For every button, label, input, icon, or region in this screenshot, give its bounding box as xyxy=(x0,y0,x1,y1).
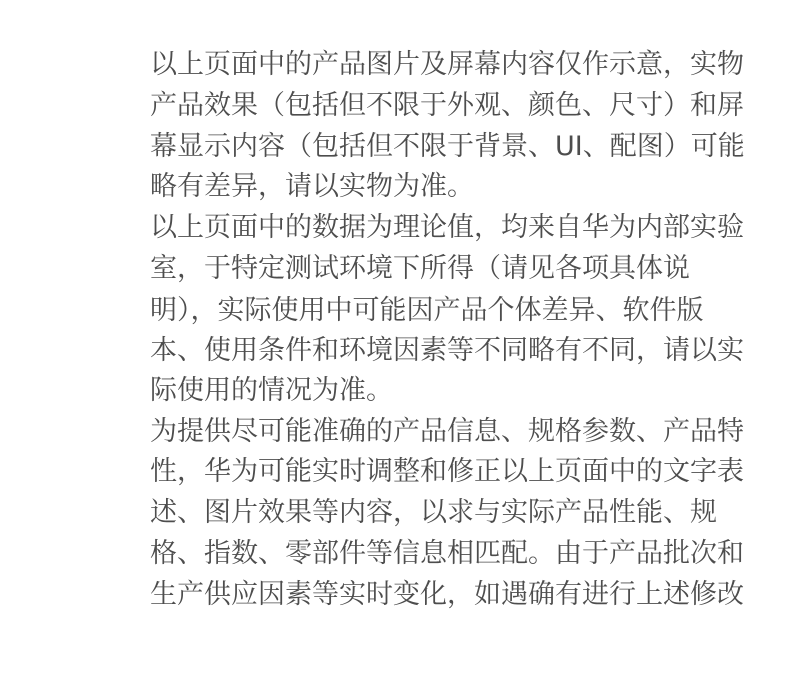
disclaimer-line: 本、使用条件和环境因素等不同略有不同，请以实 xyxy=(150,335,744,366)
disclaimer-line: 性，华为可能实时调整和修正以上页面中的文字表 xyxy=(150,456,744,487)
disclaimer-line: 格、指数、零部件等信息相匹配。由于产品批次和 xyxy=(150,538,744,569)
disclaimer-line: 生产供应因素等实时变化，如遇确有进行上述修改 xyxy=(150,579,744,610)
disclaimer-line: 产品效果（包括但不限于外观、颜色、尺寸）和屏 xyxy=(150,90,744,121)
disclaimer-line: 幕显示内容（包括但不限于背景、UI、配图）可能 xyxy=(150,131,745,162)
disclaimer-line: 以上页面中的数据为理论值，均来自华为内部实验 xyxy=(150,212,744,243)
disclaimer-line: 际使用的情况为准。 xyxy=(150,375,393,406)
disclaimer-line: 为提供尽可能准确的产品信息、规格参数、产品特 xyxy=(150,416,744,447)
disclaimer-line: 述、图片效果等内容，以求与实际产品性能、规 xyxy=(150,497,717,528)
disclaimer-line: 明），实际使用中可能因产品个体差异、软件版 xyxy=(150,295,704,326)
disclaimer-line: 室，于特定测试环境下所得（请见各项具体说 xyxy=(150,253,690,284)
disclaimer-line: 以上页面中的产品图片及屏幕内容仅作示意，实物 xyxy=(150,49,744,80)
disclaimer-line: 略有差异，请以实物为准。 xyxy=(150,171,474,202)
